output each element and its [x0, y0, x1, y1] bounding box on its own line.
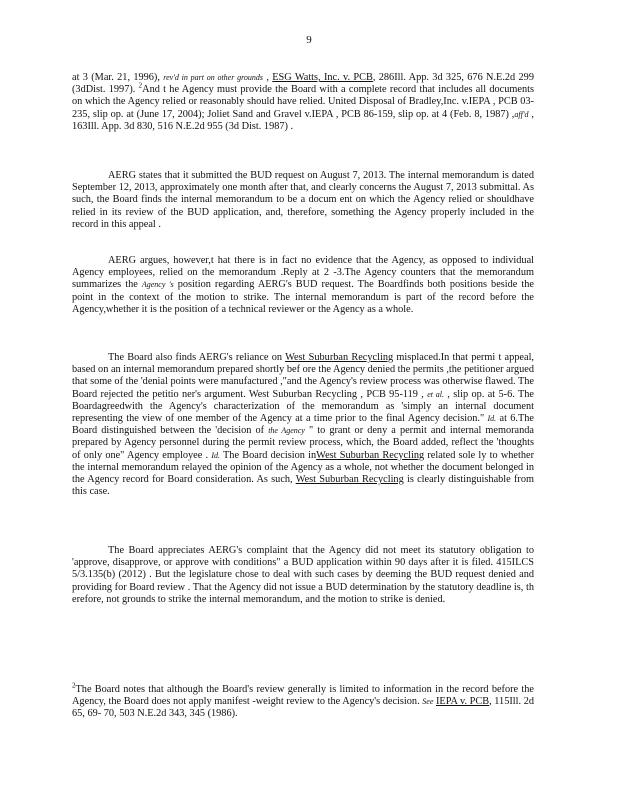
case-citation: ESG Watts, Inc. v. PCB — [272, 72, 373, 83]
italic-text: See — [422, 697, 434, 707]
text: The Board decision in — [219, 449, 317, 461]
footnote-marker: 2 — [138, 81, 143, 90]
italic-text: Agency 's — [141, 280, 174, 290]
case-citation: West Suburban Recycling — [295, 474, 404, 486]
text: , — [263, 72, 273, 83]
text: is clearly distinguishable from this case. — [72, 474, 534, 498]
text: AERG argues, however,t hat there is in fact no evidence that the Agency, as opposed to individual Agency employees, relied on the memorandum .Reply at 2 -3.The Agency counters that the memorandum summarizes the — [72, 255, 534, 291]
case-citation: West Suburban Recycling — [285, 352, 394, 363]
text: , 115Ill. 2d 65, 69- 70, 503 N.E.2d 343, 345 (1986). — [72, 696, 534, 720]
paragraph-west-suburban — [72, 352, 534, 498]
text: , slip op. at 5-6. The Boardagreedwith the Agency's characterization of the memorandum as 'simply an internal document representing the view of one member of the Agency at a time prior to the final Agency decision." — [72, 388, 534, 425]
paragraph-citation-continuation — [72, 72, 534, 133]
case-citation: West Suburban Recycling — [316, 449, 425, 461]
page-number: 9 — [306, 34, 312, 46]
text: position regarding AERG's BUD request. The Boardfinds both positions beside the point in the context of the motion to strike. The internal memorandum is part of the record before the Agency,whether it is the position of a technical reviewer or the Agency as a whole. — [72, 279, 534, 315]
italic-text: Id. — [487, 414, 497, 424]
footnote — [72, 681, 534, 721]
italic-text: aff'd — [514, 109, 529, 119]
italic-text: Id. — [211, 450, 220, 460]
text: at 6.The Board distinguished between the 'decision of — [72, 413, 535, 437]
text: And t he Agency must provide the Board with a complete record that includes all documents on which the Agency relied or reasonably should have relied. United Disposal of Bradley,Inc. v.IEPA , PCB 03-235, slip op. at (June 17, 2004); Joliet Sand and Gravel v.IEPA , PCB 86-159, slip op. at 4 (Feb. 8, 1987) , — [72, 84, 534, 120]
text: , 163Ill. App. 3d 830, 516 N.E.2d 955 (3d Dist. 1987) . — [72, 108, 534, 132]
italic-text: et al. — [427, 389, 445, 399]
paragraph-statutory-obligation: The Board appreciates AERG's complaint that the Agency did not meet its statutory obligation to 'approve, disapprove, or approve with conditions" a BUD application within 90 days after it is filed. 415ILCS 5/3.135(b) (2012) . But the legislature chose to deal with such cases by deeming the BUD request denied and providing for Board review . That the Agency did not issue a BUD determination by the statutory deadline is, th erefore, not grounds to strike the internal memorandum, and the motion to strike is denied. — [72, 545, 534, 605]
text: at 3 (Mar. 21, 1996), — [72, 72, 164, 83]
text: " to grant or deny a permit and internal memoranda prepared by Agency personnel during the permit review process, which, the Board added, reflect the 'thoughts of only one" Agency employee . — [72, 425, 534, 461]
text: The Board also finds AERG's reliance on — [108, 352, 286, 363]
paragraph-aerg-argument — [72, 255, 534, 316]
footnote-marker: 2 — [72, 681, 76, 690]
text: , 286Ill. App. 3d 325, 676 N.E.2d 299 (3dDist. 1997). — [72, 72, 534, 96]
italic-text: the Agency — [268, 426, 305, 436]
text: misplaced.In that permi t appeal, based on an internal memorandum prepared shortly bef ore the Agency denied the permits ,the petitioner argued that some of the 'denial points were manufactured ,"and the Agency's review process was otherwise flawed. The Board rejected the petitio ner's argument. West Suburban Recycling , PCB 95-119 , — [72, 352, 535, 400]
paragraph-bud-submission: AERG states that it submitted the BUD request on August 7, 2013. The internal memorandum is dated September 12, 2013, approximately one month after that, and clearly concerns the August 7, 2013 submittal. As such, the Board finds the internal memorandum to be a docum ent on which the Agency relied or shouldhave relied in its review of the BUD application, and, therefore, something the Agency properly included in the record in this appeal . — [72, 170, 534, 230]
text: The Board notes that although the Board's review generally is limited to information in the record before the Agency, the Board does not apply manifest -weight review to the Agency's decision. — [72, 684, 534, 708]
text: related sole ly to whether the internal memorandum relayed the opinion of the Agency as a whole, not whether the document belonged in the Agency record for Board consideration. As such, — [72, 449, 535, 486]
case-citation: IEPA v. PCB — [436, 696, 490, 708]
italic-text: rev'd in part on other grounds — [163, 73, 264, 82]
